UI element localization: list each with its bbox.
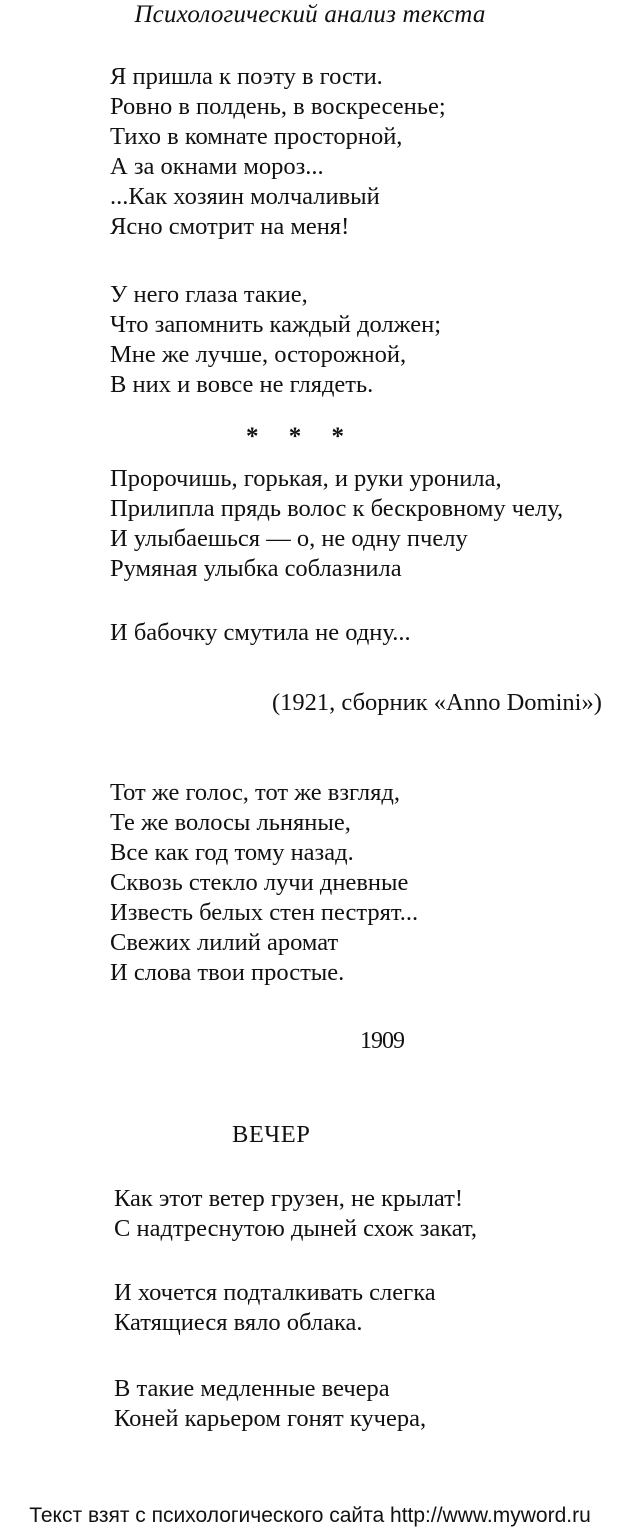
poem-line: В такие медленные вечера [114,1375,390,1402]
section-separator: * * * [246,423,356,450]
poem-line: Все как год тому назад. [110,839,354,866]
poem-line: Прилипла прядь волос к бескровному челу, [110,495,564,522]
poem-line: Я пришла к поэту в гости. [110,63,383,90]
poem1-stanza1 [110,62,446,242]
poem-line: Что запомнить каждый должен; [110,311,442,338]
poem-line: И бабочку смутила не одну... [110,619,411,646]
poem4-stanza1 [114,1184,477,1244]
poem-line: Ясно смотрит на меня! [110,213,350,240]
poem-line: А за окнами мороз... [110,153,324,180]
poem-line: Тихо в комнате просторной, [110,123,403,150]
poem2-stanza2 [110,618,411,648]
poem-line: И хочется подталкивать слегка [114,1279,436,1306]
poem-line: У него глаза такие, [110,281,308,308]
poem-line: Сквозь стекло лучи дневные [110,869,409,896]
poem2-stanza1 [110,464,563,584]
poem-line: Пророчишь, горькая, и руки уронила, [110,465,502,492]
poem-attribution: (1921, сборник «Anno Domini») [272,689,602,716]
poem-line: Свежих лилий аромат [110,929,339,956]
poem-line: Те же волосы льняные, [110,809,351,836]
poem-line: И слова твои простые. [110,959,345,986]
poem-title: ВЕЧЕР [232,1121,311,1148]
poem-line: Как этот ветер грузен, не крылат! [114,1185,464,1212]
poem-line: И улыбаешься — о, не одну пчелу [110,525,468,552]
poem-line: Мне же лучше, осторожной, [110,341,407,368]
poem4-stanza3 [114,1374,426,1434]
source-footer: Текст взят с психологического сайта http://www.myword.ru [29,1504,591,1527]
page-header: Психологический анализ текста [134,1,486,28]
poem-line: С надтреснутою дыней схож закат, [114,1215,477,1242]
poem-line: Тот же голос, тот же взгляд, [110,779,400,806]
poem-line: Катящиеся вяло облака. [114,1309,363,1336]
poem1-stanza2 [110,280,441,400]
poem-line: Ровно в полдень, в воскресенье; [110,93,446,120]
poem-year: 1909 [360,1028,404,1054]
poem-line: Известь белых стен пестрят... [110,899,419,926]
poem-line: В них и вовсе не глядеть. [110,371,374,398]
poem-line: Коней карьером гонят кучера, [114,1405,427,1432]
poem3-stanza1 [110,778,418,988]
poem-line: ...Как хозяин молчаливый [110,183,380,210]
poem4-stanza2 [114,1278,436,1338]
poem-line: Румяная улыбка соблазнила [110,555,402,582]
